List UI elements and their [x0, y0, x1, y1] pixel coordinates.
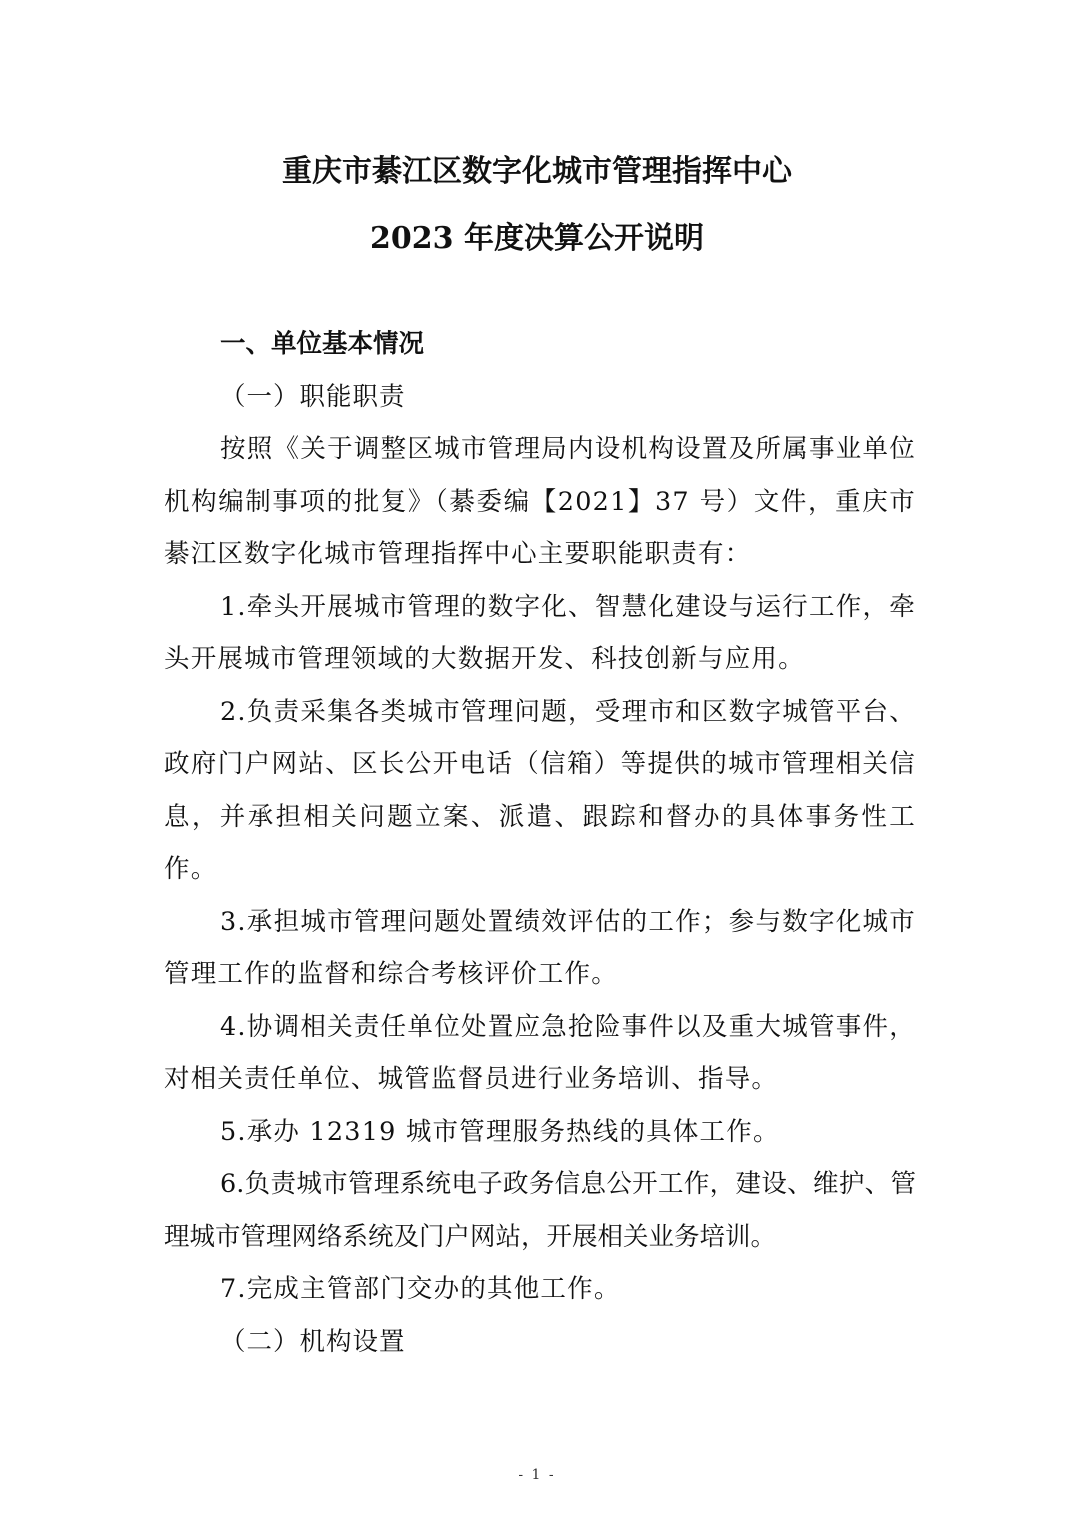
section-heading: 一、单位基本情况 [220, 329, 425, 359]
document-title: 重庆市綦江区数字化城市管理指挥中心 [282, 154, 792, 189]
duty-item: 2.负责采集各类城市管理问题，受理市和区数字城管平台、政府门户网站、区长公开电话（信箱）等提供的城市管理相关信息，并承担相关问题立案、派遣、跟踪和督办的具体事务性工作。 [164, 696, 916, 884]
document-body [164, 318, 916, 1368]
subsection-heading-duties: （一）职能职责 [220, 381, 406, 412]
document-subtitle: 2023 年度决算公开说明 [370, 221, 704, 256]
duty-item: 5.承办 12319 城市管理服务热线的具体工作。 [220, 1116, 780, 1147]
duty-item: 3.承担城市管理问题处置绩效评估的工作；参与数字化城市管理工作的监督和综合考核评价工作。 [164, 906, 916, 989]
intro-paragraph: 按照《关于调整区城市管理局内设机构设置及所属事业单位机构编制事项的批复》（綦委编【2021】37 号）文件，重庆市綦江区数字化城市管理指挥中心主要职能职责有： [164, 434, 916, 569]
duty-item: 1.牵头开展城市管理的数字化、智慧化建设与运行工作，牵头开展城市管理领域的大数据开发、科技创新与应用。 [164, 591, 916, 674]
duty-item: 7.完成主管部门交办的其他工作。 [220, 1274, 621, 1304]
duty-item: 6.负责城市管理系统电子政务信息公开工作，建设、维护、管理城市管理网络系统及门户网站，开展相关业务培训。 [164, 1169, 916, 1252]
duty-item: 4.协调相关责任单位处置应急抢险事件以及重大城管事件，对相关责任单位、城管监督员进行业务培训、指导。 [164, 1011, 916, 1094]
page-number: - 1 - [518, 1467, 556, 1483]
subsection-heading-organization: （二）机构设置 [220, 1326, 406, 1357]
